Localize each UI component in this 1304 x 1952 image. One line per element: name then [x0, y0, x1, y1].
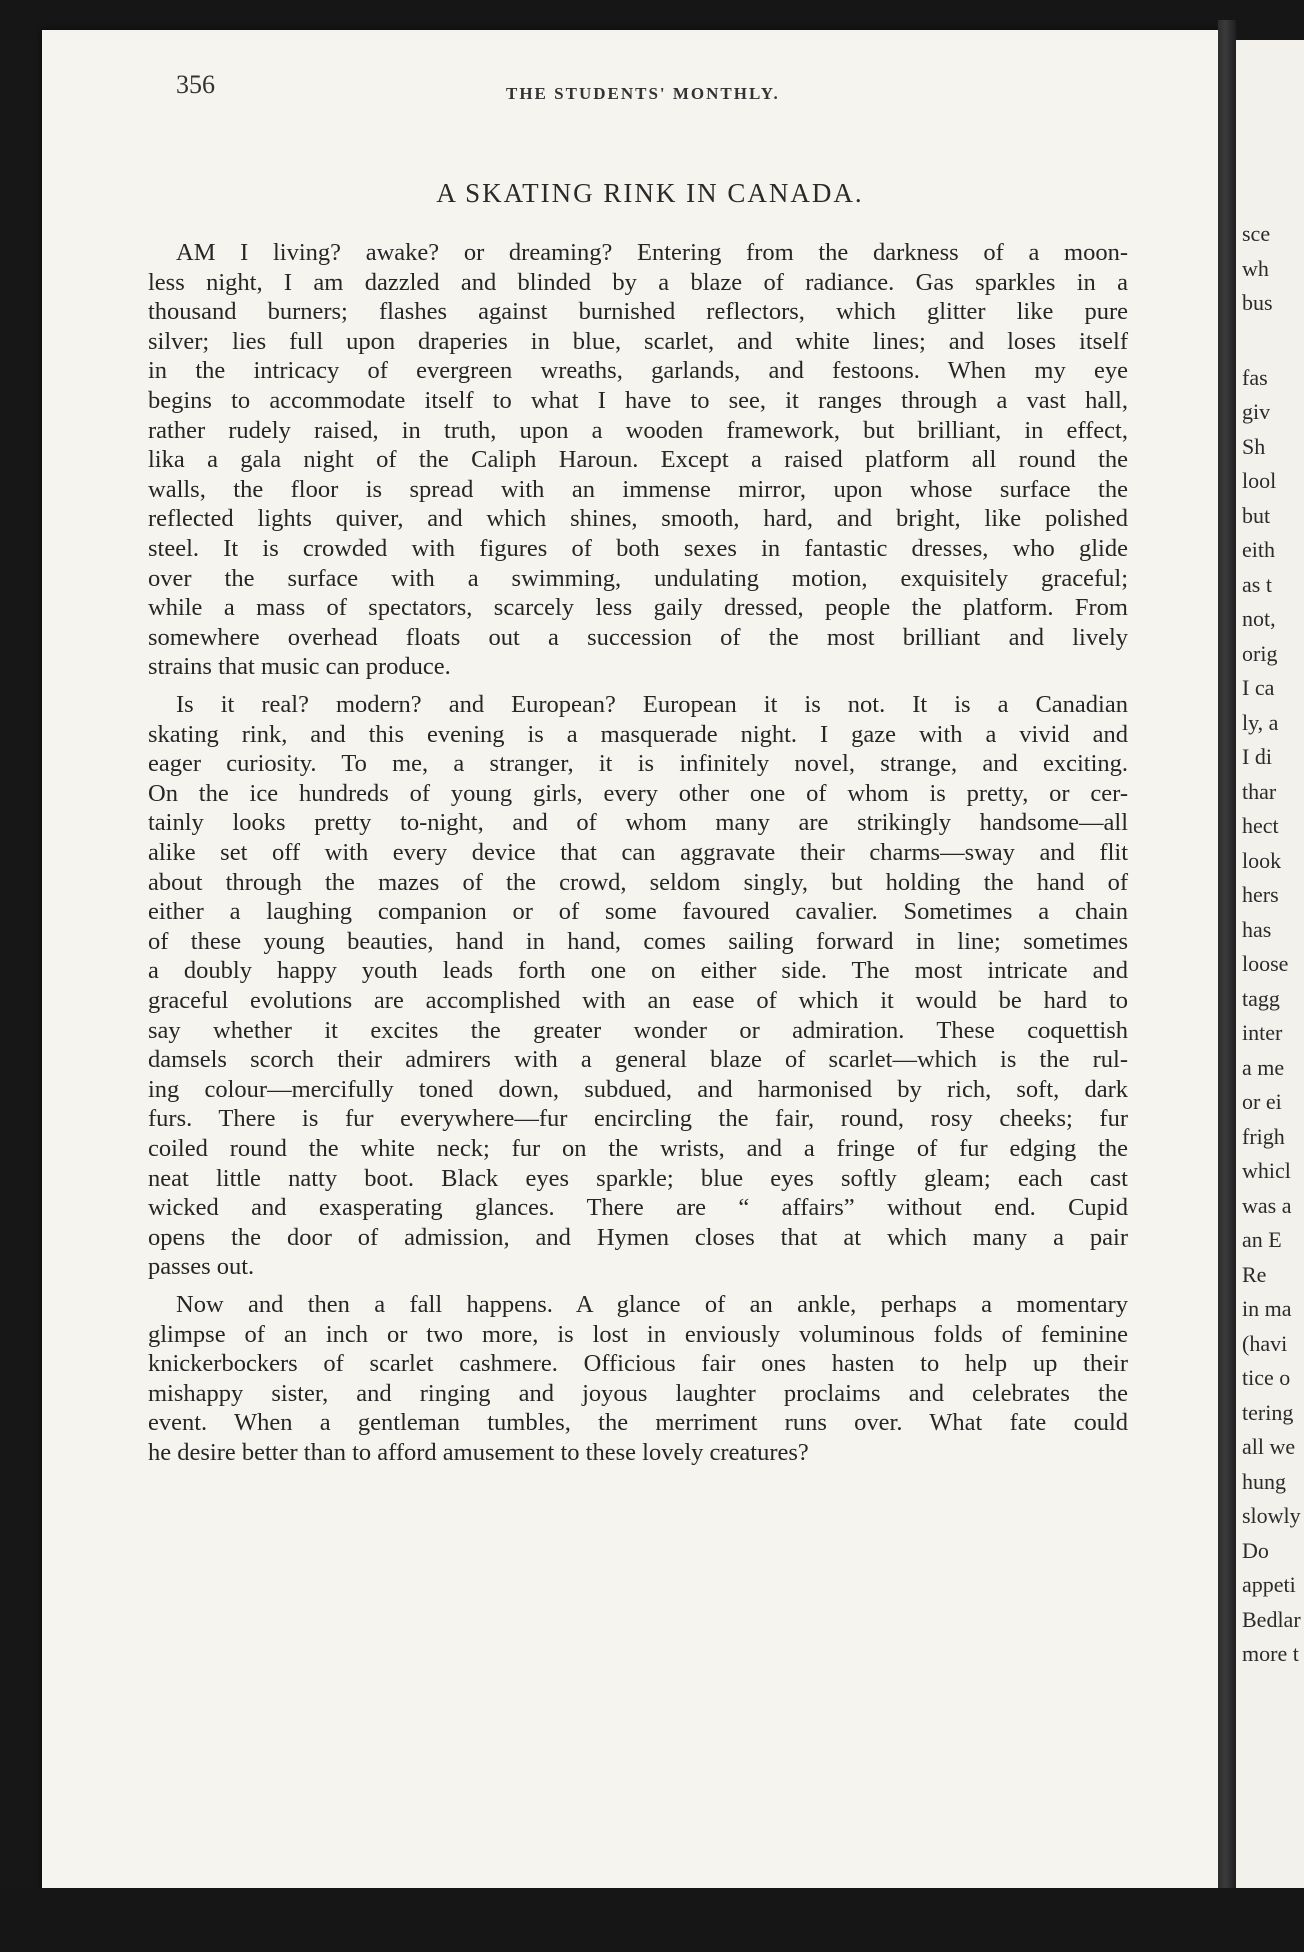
text-line: begins to accommodate itself to what I have to see, it ranges through a vast hall,: [148, 387, 1128, 414]
adjacent-page-text: hung: [1242, 1468, 1286, 1494]
adjacent-page-text: was a: [1242, 1192, 1292, 1218]
text-line: silver; lies full upon draperies in blue, scarlet, and white lines; and loses itself: [148, 327, 1128, 355]
adjacent-page-text: fas: [1242, 364, 1268, 390]
adjacent-page-text: not,: [1242, 606, 1276, 631]
running-head: THE STUDENTS' MONTHLY.: [506, 84, 780, 103]
text-line: walls, the floor is spread with an immense mirror, upon whose surface the: [148, 475, 1128, 503]
text-line: event. When a gentleman tumbles, the merriment runs over. What fate could: [148, 1409, 1128, 1437]
adjacent-page-text: whicl: [1242, 1158, 1291, 1183]
text-line: knickerbockers of scarlet cashmere. Officious fair ones hasten to help up their: [148, 1350, 1128, 1378]
adjacent-page-text: a me: [1242, 1054, 1285, 1080]
adjacent-page-text: inter: [1242, 1020, 1283, 1045]
text-line: a doubly happy youth leads forth one on either side. The most intricate and: [148, 957, 1128, 985]
text-line: opens the door of admission, and Hymen closes that at which many a pair: [148, 1223, 1128, 1251]
text-line: strains that music can produce.: [148, 653, 451, 681]
adjacent-page-text: Bedlar: [1242, 1606, 1301, 1632]
text-line: somewhere overhead floats out a succession of the most brilliant and lively: [148, 623, 1128, 651]
adjacent-page-text: in ma: [1242, 1296, 1292, 1321]
text-line: about through the mazes of the crowd, seldom singly, but holding the hand of: [148, 868, 1128, 896]
book-gutter: [1218, 20, 1236, 1892]
adjacent-page-text: hers: [1242, 882, 1279, 907]
page-number: 356: [176, 70, 215, 99]
text-line: lika a gala night of the Caliph Haroun. Except a raised platform all round the: [148, 446, 1128, 474]
text-line: neat little natty boot. Black eyes sparkle; blue eyes softly gleam; each cast: [148, 1164, 1128, 1192]
adjacent-page-text: Re: [1242, 1261, 1267, 1287]
text-line: passes out.: [148, 1253, 255, 1281]
text-line: eager curiosity. To me, a stranger, it is infinitely novel, strange, and exciting.: [148, 750, 1128, 778]
text-line: furs. There is fur everywhere—fur encircling the fair, round, rosy cheeks; fur: [148, 1105, 1128, 1133]
text-line: On the ice hundreds of young girls, every other one of whom is pretty, or cer-: [148, 779, 1128, 807]
article-title: A SKATING RINK IN CANADA.: [436, 178, 864, 208]
adjacent-page: [1236, 40, 1304, 1888]
text-line: wicked and exasperating glances. There are “ affairs” without end. Cupid: [148, 1194, 1128, 1222]
adjacent-page-text: an E: [1242, 1227, 1282, 1252]
text-line: say whether it excites the greater wonder or admiration. These coquettish: [148, 1016, 1128, 1044]
adjacent-page-text: Do: [1242, 1537, 1269, 1563]
adjacent-page-text: as t: [1242, 571, 1272, 597]
text-line: either a laughing companion or of some favoured cavalier. Sometimes a chain: [148, 898, 1128, 926]
adjacent-page-text: Sh: [1242, 433, 1266, 459]
adjacent-page-text: I ca: [1242, 675, 1275, 700]
text-line: reflected lights quiver, and which shines, smooth, hard, and bright, like polished: [148, 505, 1128, 533]
text-line: of these young beauties, hand in hand, comes sailing forward in line; sometimes: [148, 927, 1128, 955]
adjacent-page-text: loose: [1242, 951, 1289, 976]
adjacent-page-text: tering: [1242, 1399, 1294, 1425]
text-line: AM I living? awake? or dreaming? Entering from the darkness of a moon-: [176, 239, 1128, 266]
text-line: graceful evolutions are accomplished with an ease of which it would be hard to: [148, 987, 1128, 1014]
text-line: ing colour—mercifully toned down, subdued, and harmonised by rich, soft, dark: [148, 1075, 1128, 1103]
text-line: alike set off with every device that can aggravate their charms—sway and flit: [148, 839, 1128, 866]
adjacent-page-text: (havi: [1242, 1330, 1288, 1356]
adjacent-page-text: but: [1242, 502, 1271, 528]
text-line: skating rink, and this evening is a masquerade night. I gaze with a vivid and: [148, 720, 1128, 748]
text-line: in the intricacy of evergreen wreaths, garlands, and festoons. When my eye: [148, 357, 1128, 385]
adjacent-page-text: ly, a: [1242, 709, 1279, 735]
adjacent-page-text: tice o: [1242, 1365, 1291, 1390]
text-line: thousand burners; flashes against burnished reflectors, which glitter like pure: [148, 298, 1128, 326]
text-line: Now and then a fall happens. A glance of an ankle, perhaps a momentary: [176, 1291, 1128, 1318]
text-line: steel. It is crowded with figures of both sexes in fantastic dresses, who glide: [148, 535, 1128, 562]
adjacent-page-text: hect: [1242, 813, 1279, 838]
adjacent-page-text: all we: [1242, 1434, 1296, 1459]
adjacent-page-text: giv: [1242, 399, 1271, 424]
bottom-scan-shadow: [0, 1888, 1304, 1952]
adjacent-page-text: slowly: [1242, 1503, 1301, 1528]
text-line: Is it real? modern? and European? European it is not. It is a Canadian: [176, 691, 1128, 718]
adjacent-page-text: orig: [1242, 640, 1278, 666]
text-line: mishappy sister, and ringing and joyous laughter proclaims and celebrates the: [148, 1379, 1128, 1407]
text-line: damsels scorch their admirers with a general blaze of scarlet—which is the rul-: [148, 1046, 1128, 1074]
adjacent-page-text: frigh: [1242, 1123, 1285, 1149]
adjacent-page-text: look: [1242, 847, 1282, 873]
adjacent-page-text: lool: [1242, 468, 1277, 493]
adjacent-page-text: eith: [1242, 537, 1275, 562]
text-line: coiled round the white neck; fur on the wrists, and a fringe of fur edging the: [148, 1135, 1128, 1162]
adjacent-page-text: thar: [1242, 778, 1277, 804]
text-line: glimpse of an inch or two more, is lost in enviously voluminous folds of feminine: [148, 1320, 1128, 1348]
adjacent-page-text: more t: [1242, 1641, 1299, 1666]
adjacent-page-text: sce: [1242, 221, 1271, 246]
text-line: tainly looks pretty to-night, and of whom many are strikingly handsome—all: [148, 809, 1128, 837]
text-line: less night, I am dazzled and blinded by a blaze of radiance. Gas sparkles in a: [148, 268, 1128, 296]
text-line: over the surface with a swimming, undulating motion, exquisitely graceful;: [148, 564, 1128, 592]
adjacent-page-text: appeti: [1242, 1572, 1296, 1597]
adjacent-page-text: or ei: [1242, 1089, 1282, 1114]
adjacent-page-text: bus: [1242, 290, 1273, 315]
page-header: [176, 70, 876, 110]
text-line: rather rudely raised, in truth, upon a wooden framework, but brilliant, in effect,: [148, 416, 1128, 444]
adjacent-page-text: wh: [1242, 255, 1269, 281]
text-line: he desire better than to afford amusement to these lovely creatures?: [148, 1439, 809, 1466]
adjacent-page-text: I di: [1242, 744, 1272, 769]
adjacent-page-text: has: [1242, 916, 1272, 942]
adjacent-page-text: tagg: [1242, 985, 1280, 1011]
text-line: while a mass of spectators, scarcely less gaily dressed, people the platform. From: [148, 594, 1128, 622]
